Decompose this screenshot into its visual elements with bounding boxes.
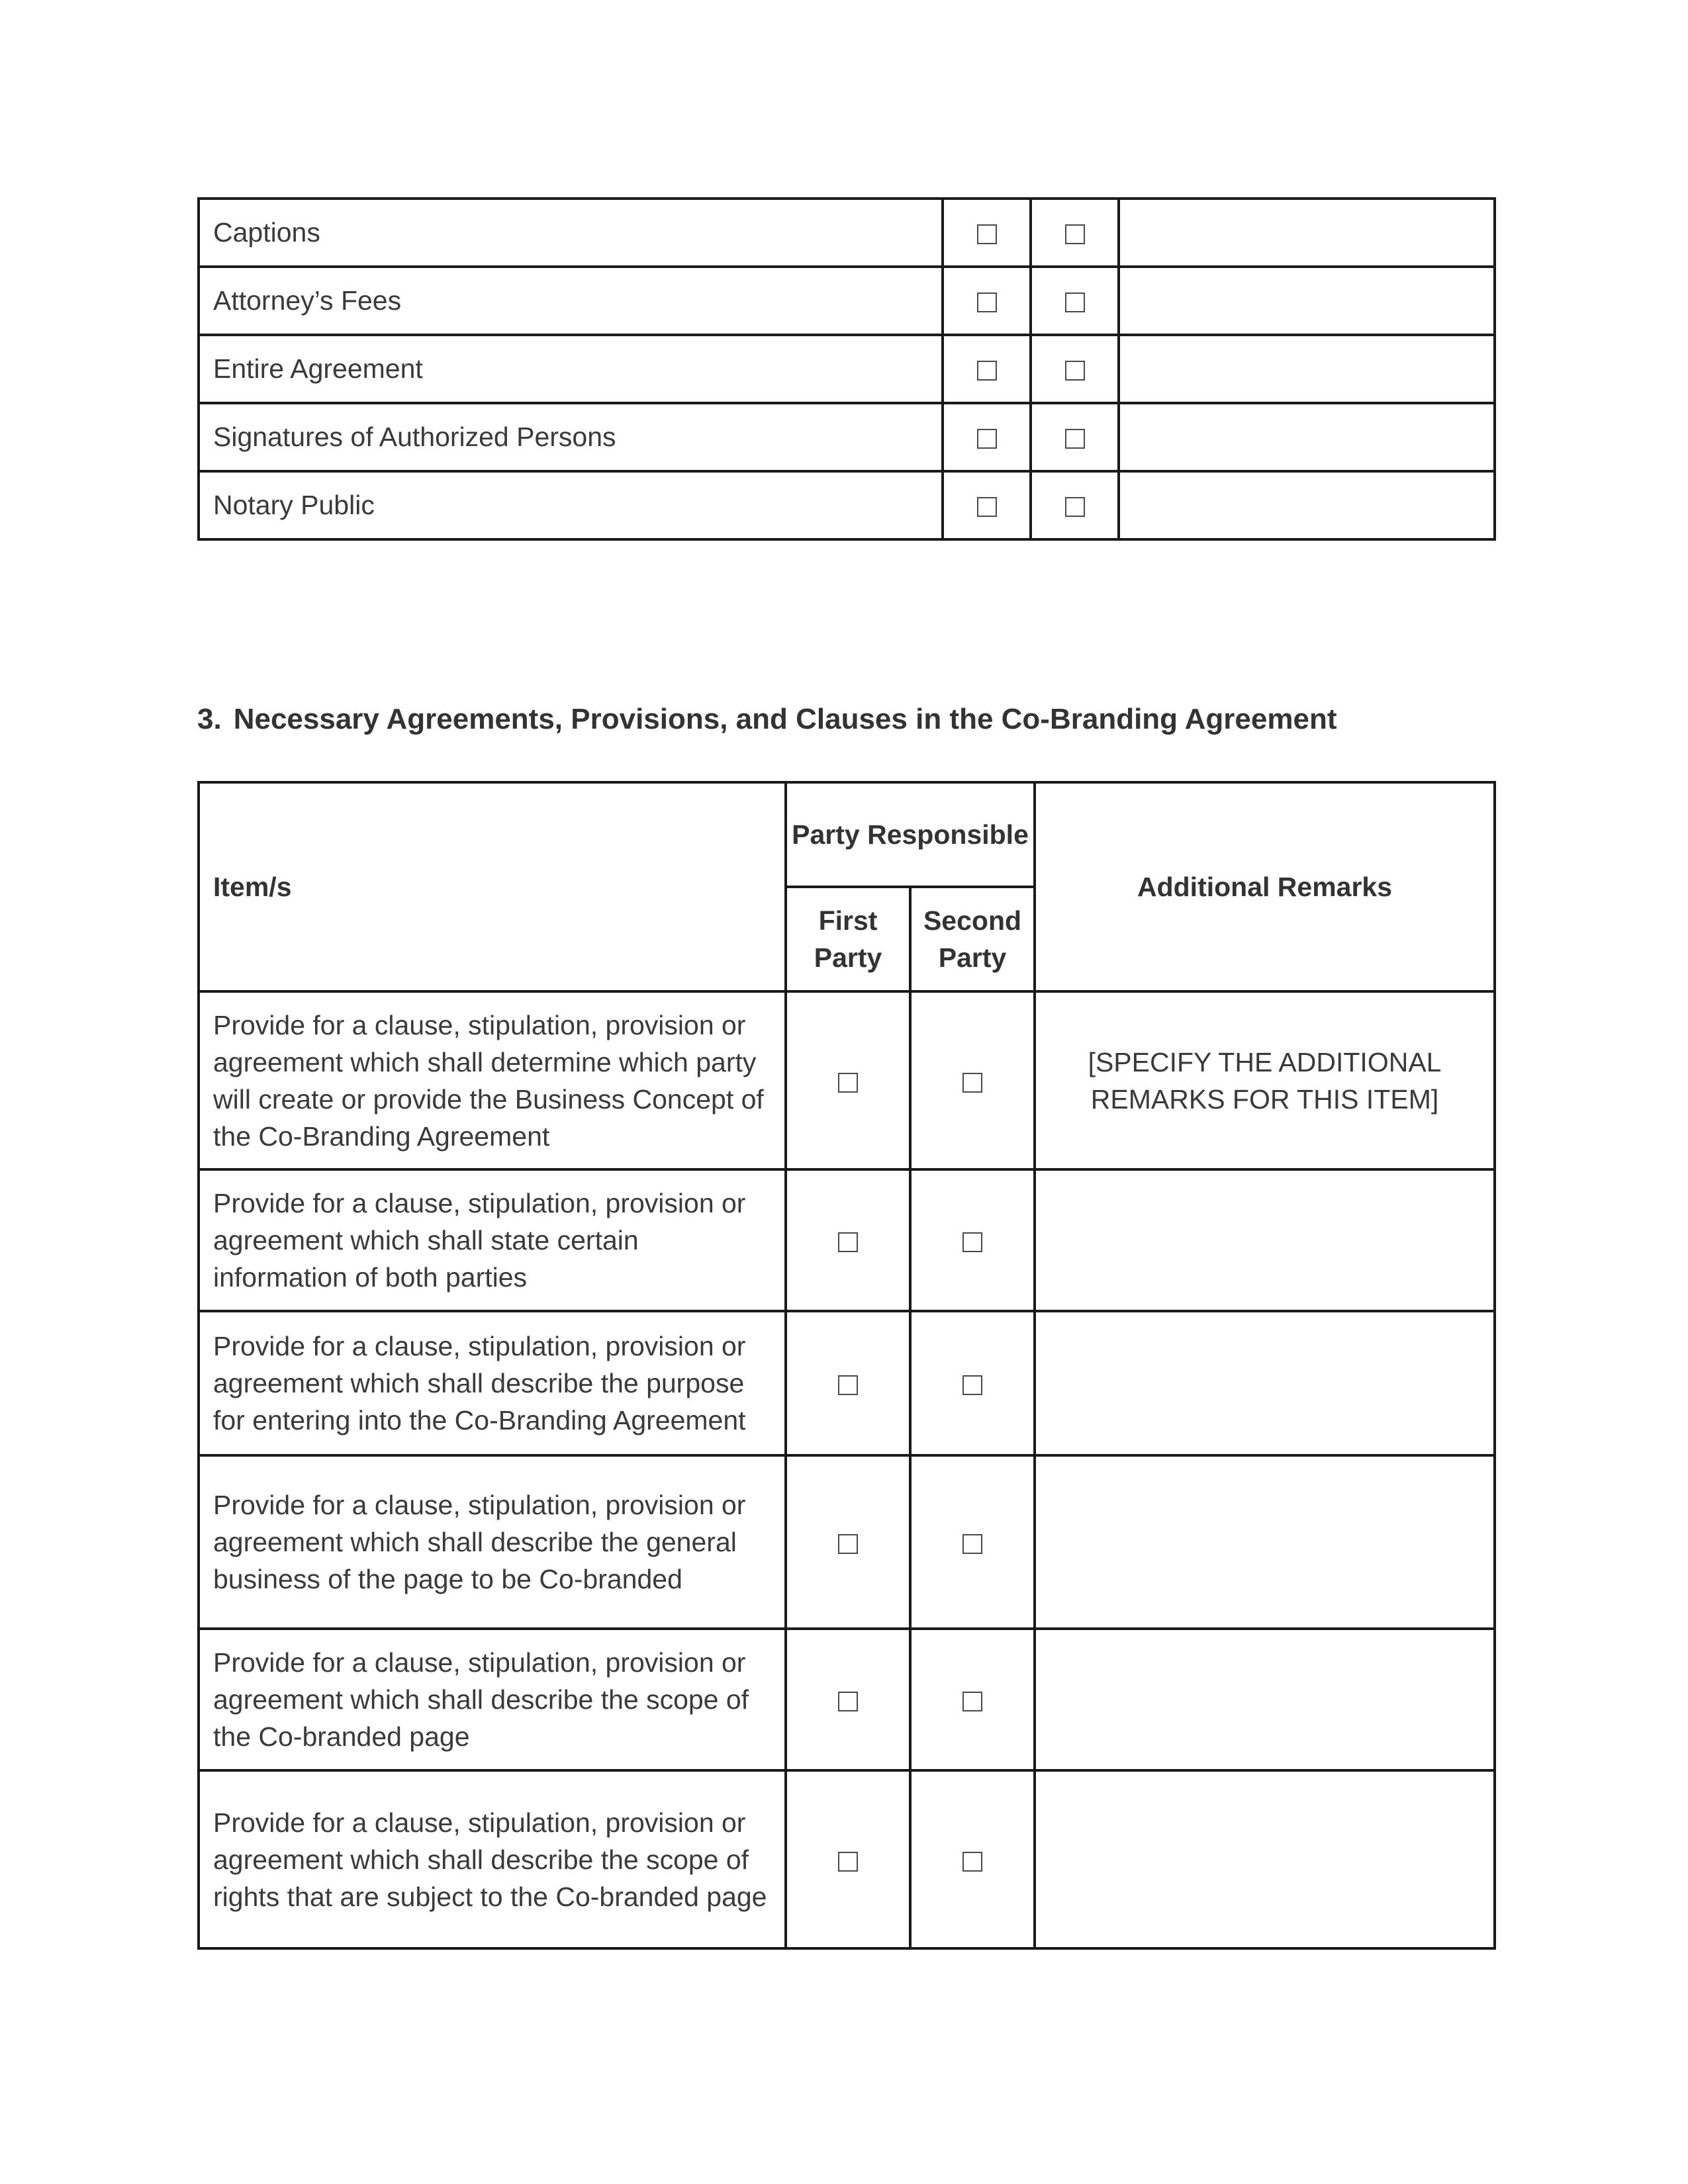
table-row [199,1629,1495,1770]
checkbox-icon[interactable] [977,497,997,517]
remarks-cell[interactable] [1119,335,1495,403]
table-row [199,1311,1495,1455]
checkbox-icon[interactable] [977,293,997,312]
checklist-table-continued [197,197,1496,541]
table-header-row [199,782,1495,887]
first-party-cell[interactable] [786,1770,910,1948]
first-party-header: First Party [786,887,910,991]
checkbox-icon[interactable] [962,1073,982,1093]
checkbox-icon[interactable] [962,1232,982,1252]
remarks-cell[interactable]: [SPECIFY THE ADDITIONAL REMARKS FOR THIS ITEM] [1035,991,1495,1169]
section-heading [197,703,1336,736]
second-party-cell[interactable] [1031,403,1119,471]
checkbox-icon[interactable] [962,1375,982,1395]
first-party-cell[interactable] [786,1629,910,1770]
checkbox-icon[interactable] [1065,361,1085,381]
second-party-cell[interactable] [1031,471,1119,539]
checkbox-icon[interactable] [962,1692,982,1711]
second-party-cell[interactable] [910,1629,1035,1770]
first-party-cell[interactable] [786,1311,910,1455]
checkbox-icon[interactable] [838,1534,858,1554]
second-party-cell[interactable] [1031,335,1119,403]
item-description: Provide for a clause, stipulation, provision or agreement which shall determine which party will create or provide the Business Concept of the Co-Branding Agreement [199,991,786,1169]
table-row [199,199,1495,267]
second-party-cell[interactable] [1031,199,1119,267]
second-party-cell[interactable] [910,1169,1035,1311]
checkbox-icon[interactable] [838,1073,858,1093]
table-row [199,403,1495,471]
table-row [199,1770,1495,1948]
checkbox-icon[interactable] [838,1692,858,1711]
remarks-cell[interactable] [1119,471,1495,539]
section-number: 3. [197,703,222,735]
first-party-cell[interactable] [943,199,1031,267]
item-label: Attorney’s Fees [199,267,943,335]
item-description: Provide for a clause, stipulation, provision or agreement which shall describe the general business of the page to be Co-branded [199,1455,786,1629]
item-description: Provide for a clause, stipulation, provision or agreement which shall describe the scope of the Co-branded page [199,1629,786,1770]
item-description: Provide for a clause, stipulation, provision or agreement which shall state certain information of both parties [199,1169,786,1311]
second-party-header: Second Party [910,887,1035,991]
item-label: Entire Agreement [199,335,943,403]
checkbox-icon[interactable] [962,1852,982,1872]
checkbox-icon[interactable] [977,224,997,244]
item-label: Signatures of Authorized Persons [199,403,943,471]
checkbox-icon[interactable] [838,1852,858,1872]
table-row [199,335,1495,403]
checkbox-icon[interactable] [1065,429,1085,449]
item-label: Notary Public [199,471,943,539]
item-column-header: Item/s [199,782,786,991]
remarks-cell[interactable] [1119,199,1495,267]
second-party-cell[interactable] [910,1311,1035,1455]
remarks-cell[interactable] [1035,1455,1495,1629]
table-row [199,471,1495,539]
checkbox-icon[interactable] [977,361,997,381]
checkbox-icon[interactable] [1065,293,1085,312]
first-party-cell[interactable] [943,335,1031,403]
remarks-cell[interactable] [1035,1169,1495,1311]
second-party-cell[interactable] [910,1770,1035,1948]
first-party-cell[interactable] [786,991,910,1169]
table-row [199,267,1495,335]
first-party-cell[interactable] [943,471,1031,539]
checkbox-icon[interactable] [962,1534,982,1554]
remarks-cell[interactable] [1035,1311,1495,1455]
remarks-cell[interactable] [1119,403,1495,471]
section-title: Necessary Agreements, Provisions, and Clauses in the Co-Branding Agreement [233,703,1337,735]
checkbox-icon[interactable] [838,1375,858,1395]
first-party-cell[interactable] [943,267,1031,335]
table-row [199,1455,1495,1629]
checkbox-icon[interactable] [1065,497,1085,517]
remarks-cell[interactable] [1035,1629,1495,1770]
checkbox-icon[interactable] [977,429,997,449]
table-row [199,991,1495,1169]
checkbox-icon[interactable] [838,1232,858,1252]
remarks-cell[interactable] [1119,267,1495,335]
table-row [199,1169,1495,1311]
first-party-cell[interactable] [943,403,1031,471]
checklist-table [197,781,1496,1950]
first-party-cell[interactable] [786,1455,910,1629]
second-party-cell[interactable] [910,991,1035,1169]
checkbox-icon[interactable] [1065,224,1085,244]
item-label: Captions [199,199,943,267]
item-description: Provide for a clause, stipulation, provision or agreement which shall describe the purpose for entering into the Co-Branding Agreement [199,1311,786,1455]
second-party-cell[interactable] [1031,267,1119,335]
second-party-cell[interactable] [910,1455,1035,1629]
remarks-column-header: Additional Remarks [1035,782,1495,991]
party-responsible-header: Party Responsible [786,782,1035,887]
remarks-cell[interactable] [1035,1770,1495,1948]
first-party-cell[interactable] [786,1169,910,1311]
item-description: Provide for a clause, stipulation, provision or agreement which shall describe the scope of rights that are subject to the Co-branded page [199,1770,786,1948]
